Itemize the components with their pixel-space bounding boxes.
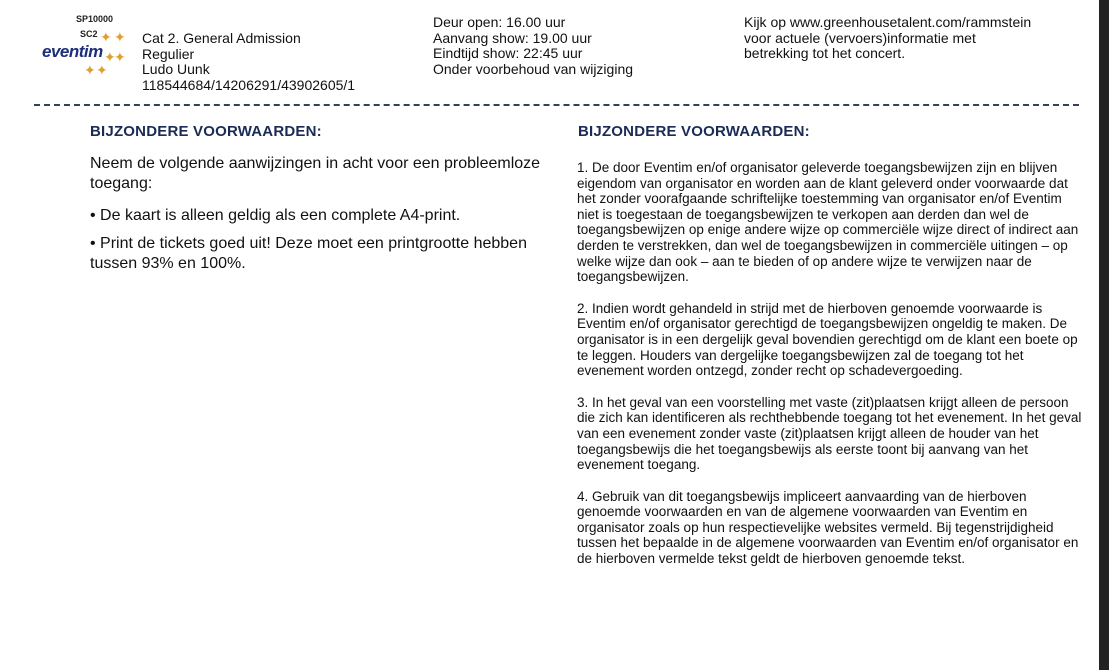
logo-code-sub: SC2	[80, 29, 98, 39]
logo-wordmark: eventim	[42, 42, 103, 61]
star-icon: ✦	[114, 29, 126, 45]
page-edge	[1099, 0, 1109, 670]
star-icon: ✦	[84, 62, 96, 78]
terms-list	[577, 160, 1082, 583]
info-line-1: Kijk op www.greenhousetalent.com/rammstein	[744, 14, 1032, 30]
left-section-title: BIJZONDERE VOORWAARDEN:	[90, 123, 322, 140]
show-times	[433, 15, 633, 77]
info-line-2: voor actuele (vervoers)informatie met	[744, 29, 976, 46]
star-icon: ✦	[96, 62, 108, 78]
instruction-bullet: • De kaart is alleen geldig als een complete A4-print.	[90, 207, 461, 224]
instruction-bullet: • Print de tickets goed uit! Deze moet een printgrootte hebben tussen 93% en 100%.	[90, 235, 527, 272]
left-instructions	[90, 154, 560, 282]
cut-line	[34, 104, 1079, 106]
star-icon: ✦	[100, 29, 112, 45]
term-item: 2. Indien wordt gehandeld in strijd met de hierboven genoemde voorwaarde is Eventim en/of organisator gerechtigd de toegangsbewijzen ongeldig te maken. De organisator is in een dergelijk geval bovendien gerechtigd om de klant een boete op te leggen. Houders van dergelijke toegangsbewijzen zal de toegang tot het evenement worden ontzegd, zonder recht op schadevergoeding.	[577, 300, 1078, 379]
show-end: Eindtijd show: 22:45 uur	[433, 45, 583, 61]
right-section-title: BIJZONDERE VOORWAARDEN:	[578, 123, 810, 140]
ticket-details	[142, 31, 355, 93]
star-icon: ✦	[114, 49, 126, 65]
change-notice: Onder voorbehoud van wijziging	[433, 60, 634, 77]
ticket-number: 118544684/14206291/43902605/1	[142, 76, 356, 93]
eventim-logo	[38, 12, 128, 82]
ticket-holder: Ludo Uunk	[142, 61, 210, 77]
ticket-type: Regulier	[142, 45, 195, 62]
doors-open: Deur open: 16.00 uur	[433, 14, 566, 30]
term-item: 3. In het geval van een voorstelling met vaste (zit)plaatsen krijgt alleen de persoon die zich kan identificeren als rechthebbende toegang tot het evenement. In het geval van een evenement zonder vaste (zit)plaatsen krijgt alleen de houder van het toegangsbewijs die het toegangsbewijs als eerste toont bij aanvang van het evenement toegang.	[577, 394, 1082, 473]
logo-code-top: SP10000	[76, 14, 114, 24]
ticket-category: Cat 2. General Admission	[142, 30, 301, 46]
star-icon: ✦	[104, 49, 116, 65]
instructions-intro: Neem de volgende aanwijzingen in acht voor een probleemloze toegang:	[90, 155, 541, 192]
show-start: Aanvang show: 19.00 uur	[433, 29, 592, 46]
info-line-3: betrekking tot het concert.	[744, 45, 906, 61]
event-info	[744, 15, 1031, 62]
term-item: 4. Gebruik van dit toegangsbewijs impliceert aanvaarding van de hierboven genoemde voorwaarden en van de algemene voorwaarden van Eventim en organisator zoals op hun respectievelijke websites vermeld. Bij tegenstrijdigheid tussen het bepaalde in de algemene voorwaarden van Eventim en/of organisator en de hierboven vermelde tekst geldt de hierboven genoemde tekst.	[577, 488, 1079, 567]
term-item: 1. De door Eventim en/of organisator geleverde toegangsbewijzen zijn en blijven eigendom van organisator en worden aan de klant geleverd onder voorwaarde dat het zonder voorafgaande schriftelijke toestemming van organisator en/of Eventim niet is toegestaan de toegangsbewijzen te verkopen aan derden dan wel de toegangsbewijzen op enige andere wijze op commerciële wijze direct of indirect aan derden te verstrekken, dan wel de toegangsbewijzen in commerciële uitingen – op welke wijze dan ook – aan te bieden of op andere wijze te verwijzen naar de toegangsbewijzen.	[577, 160, 1079, 285]
